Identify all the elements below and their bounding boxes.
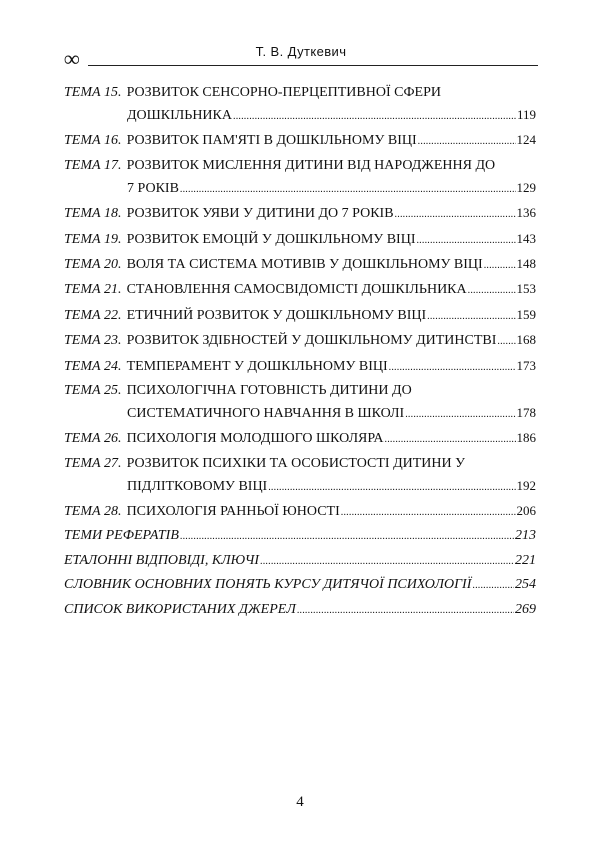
leader-dots [260, 551, 514, 573]
leader-dots [180, 526, 514, 548]
topic-title-continued: ДОШКІЛЬНИКА [127, 108, 232, 123]
toc-entry[interactable] [64, 129, 536, 153]
toc-entry[interactable] [64, 155, 536, 201]
topic-number: ТЕМА 23. [64, 333, 122, 349]
leader-dots [385, 429, 516, 451]
toc-entry[interactable] [64, 500, 536, 524]
topic-title-continued: СИСТЕМАТИЧНОГО НАВЧАННЯ В ШКОЛІ [127, 405, 405, 421]
topic-title-continued: 7 РОКІВ [127, 180, 179, 196]
leader-dots [418, 131, 516, 153]
leader-dots [427, 306, 515, 328]
topic-number: ТЕМА 17. [64, 157, 122, 173]
topic-title: ЕТИЧНИЙ РОЗВИТОК У ДОШКІЛЬНОМУ ВІЦІ [126, 307, 427, 323]
section-page: 213 [515, 528, 536, 544]
toc-extra-entry[interactable] [64, 574, 536, 597]
toc-extra-entry[interactable] [64, 599, 536, 622]
topic-page: 136 [516, 205, 536, 221]
leader-dots [180, 179, 516, 201]
toc-entry[interactable] [64, 202, 536, 226]
toc-entry[interactable] [64, 278, 536, 302]
section-page: 254 [515, 577, 536, 593]
topic-number: ТЕМА 27. [64, 455, 122, 471]
section-page: 221 [515, 552, 536, 568]
toc-entry[interactable] [64, 380, 536, 426]
leader-dots [389, 357, 516, 379]
header-author: Т. В. Дуткевич [255, 44, 347, 59]
toc-entry[interactable] [64, 355, 536, 379]
topic-page: 192 [516, 477, 536, 493]
toc-extra-entry[interactable] [64, 525, 536, 548]
section-title: ЕТАЛОННІ ВІДПОВІДІ, КЛЮЧІ [64, 552, 260, 568]
toc-entry[interactable] [64, 329, 536, 353]
topic-page: 129 [516, 179, 536, 195]
header-rule [88, 65, 538, 66]
table-of-contents [64, 82, 536, 623]
topic-title: ТЕМПЕРАМЕНТ У ДОШКІЛЬНОМУ ВІЦІ [126, 358, 388, 374]
topic-number: ТЕМА 20. [64, 256, 122, 272]
page-number: 4 [296, 794, 304, 810]
topic-number: ТЕМА 18. [64, 206, 122, 222]
topic-page: 159 [516, 306, 536, 322]
topic-page: 148 [516, 255, 536, 271]
topic-title: РОЗВИТОК СЕНСОРНО-ПЕРЦЕПТИВНОЇ СФЕРИ [126, 85, 441, 100]
leader-dots [233, 106, 516, 128]
topic-title: РОЗВИТОК УЯВИ У ДИТИНИ ДО 7 РОКІВ [126, 206, 394, 222]
topic-page: 168 [516, 332, 536, 348]
leader-dots [416, 230, 515, 252]
topic-page: 178 [516, 404, 536, 420]
section-page: 269 [515, 601, 536, 617]
leader-dots [341, 502, 516, 524]
topic-number: ТЕМА 15. [64, 85, 122, 100]
leader-dots [297, 600, 514, 622]
toc-entry[interactable] [64, 253, 536, 277]
topic-title: РОЗВИТОК ПСИХІКИ ТА ОСОБИСТОСТІ ДИТИНИ У [126, 455, 466, 471]
topic-title: РОЗВИТОК МИСЛЕННЯ ДИТИНИ ВІД НАРОДЖЕННЯ ДО [126, 157, 496, 173]
section-title: СПИСОК ВИКОРИСТАНИХ ДЖЕРЕЛ [64, 601, 296, 617]
topic-title: РОЗВИТОК ЕМОЦІЙ У ДОШКІЛЬНОМУ ВІЦІ [126, 231, 416, 247]
topic-number: ТЕМА 28. [64, 504, 122, 520]
topic-title: СТАНОВЛЕННЯ САМОСВІДОМІСТІ ДОШКІЛЬНИКА [126, 282, 467, 298]
ornament-icon: ∞ [64, 46, 80, 71]
topic-title: РОЗВИТОК ПАМ'ЯТІ В ДОШКІЛЬНОМУ ВІЦІ [126, 133, 417, 149]
toc-entry[interactable] [64, 427, 536, 451]
topic-number: ТЕМА 22. [64, 307, 122, 323]
toc-extra-entry[interactable] [64, 550, 536, 573]
topic-title: РОЗВИТОК ЗДІБНОСТЕЙ У ДОШКІЛЬНОМУ ДИТИНСТВІ [126, 333, 497, 349]
topic-number: ТЕМА 21. [64, 282, 122, 298]
topic-number: ТЕМА 26. [64, 431, 122, 447]
section-title: ТЕМИ РЕФЕРАТІВ [64, 528, 179, 544]
topic-page: 173 [516, 357, 536, 373]
section-title: СЛОВНИК ОСНОВНИХ ПОНЯТЬ КУРСУ ДИТЯЧОЇ ПСИХОЛОГІЇ [64, 577, 472, 593]
leader-dots [468, 280, 516, 302]
topic-title: ПСИХОЛОГІЯ РАННЬОЇ ЮНОСТІ [126, 504, 340, 520]
toc-entry[interactable] [64, 228, 536, 252]
topic-number: ТЕМА 25. [64, 382, 122, 398]
toc-entry[interactable] [64, 304, 536, 328]
leader-dots [484, 255, 516, 277]
leader-dots [405, 404, 515, 426]
topic-number: ТЕМА 24. [64, 358, 122, 374]
topic-page: 124 [516, 132, 536, 148]
topic-page: 206 [516, 503, 536, 519]
toc-entry[interactable] [64, 82, 536, 128]
topic-title: ПСИХОЛОГІЯ МОЛОДШОГО ШКОЛЯРА [126, 431, 384, 447]
leader-dots [472, 575, 514, 597]
topic-number: ТЕМА 16. [64, 133, 122, 149]
running-header [64, 38, 538, 72]
leader-dots [497, 331, 515, 353]
topic-number: ТЕМА 19. [64, 231, 122, 247]
topic-page: 119 [516, 107, 536, 122]
topic-page: 143 [516, 230, 536, 246]
topic-title-continued: ПІДЛІТКОВОМУ ВІЦІ [127, 478, 268, 494]
leader-dots [395, 204, 516, 226]
toc-entry[interactable] [64, 453, 536, 499]
topic-title: ВОЛЯ ТА СИСТЕМА МОТИВІВ У ДОШКІЛЬНОМУ ВІЦІ [126, 256, 483, 272]
leader-dots [268, 477, 515, 499]
topic-page: 186 [516, 430, 536, 446]
topic-page: 153 [516, 281, 536, 297]
topic-title: ПСИХОЛОГІЧНА ГОТОВНІСТЬ ДИТИНИ ДО [126, 382, 412, 398]
